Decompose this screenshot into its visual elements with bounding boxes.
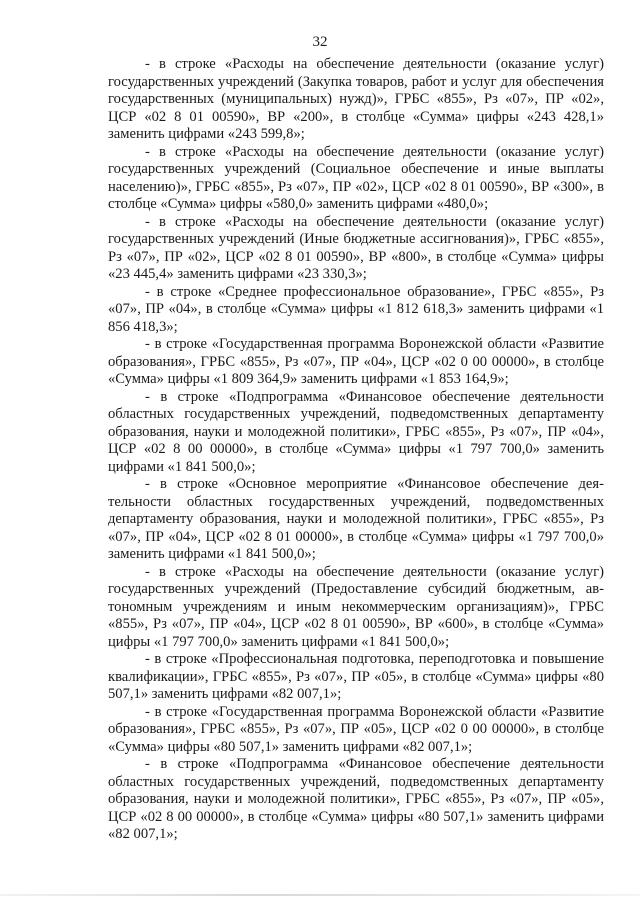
document-body <box>108 56 604 844</box>
amendment-paragraph: - в строке «Государственная программа Воронежской области «Развитие образования», ГРБС «855», Рз «07», ПР «05», ЦСР «02 0 00 00000», в столбце «Сумма» цифры «80 507,1» заменить цифрами «82 007,1»; <box>108 703 604 755</box>
page-number: 32 <box>312 34 328 50</box>
amendment-paragraph: - в строке «Профессиональная подготовка, переподготовка и повышение квалификации», ГРБС «855», Рз «07», ПР «05», в столбце «Сумма» цифры «80 507,1» заменить цифрами «82 007,1»; <box>108 651 604 702</box>
amendment-paragraph: - в строке «Государственная программа Воронежской области «Развитие образования», ГРБС «855», Рз «07», ПР «04», ЦСР «02 0 00 00000», в столбце «Сумма» цифры «1 809 364,9» заменить цифрами «1 853 164,9»; <box>108 336 604 387</box>
amendment-paragraph: - в строке «Расходы на обеспечение деятельности (оказание услуг) государственных учреждений (Иные бюджетные ассигнования)», ГРБС «855», Рз «07», ПР «02», ЦСР «02 8 01 00590», ВР «800», в столбце «Сумма» цифры «23 445,4» заменить цифрами «23 330,3»; <box>108 213 604 282</box>
amendment-paragraph: - в строке «Среднее профессиональное образование», ГРБС «855», Рз «07», ПР «04», в столбце «Сумма» цифры «1 812 618,3» заменить цифрами «1 856 418,3»; <box>108 283 604 335</box>
amendment-paragraph: - в строке «Подпрограмма «Финансовое обеспечение деятельности областных государственных учреждений, подведомственных департаменту образования, науки и молодежной политики», ГРБС «855», Рз «07», ПР «04», ЦСР «02 8 00 00000», в столбце «Сумма» цифры «1 797 700,0» заменить цифрами «1 841 500,0»; <box>108 388 604 475</box>
page-bottom-edge <box>0 894 640 896</box>
amendment-paragraph: - в строке «Расходы на обеспечение деятельности (оказание услуг) государственных учреждений (Закупка товаров, работ и услуг для обеспечения государственных (муниципальных) нужд)», ГРБС «855», Рз «07», ПР «02», ЦСР «02 8 01 00590», ВР «200», в столбце «Сумма» цифры «243 428,1» заменить цифрами «243 599,8»; <box>108 56 604 142</box>
amendment-paragraph: - в строке «Основное мероприятие «Финансовое обеспечение деятельности областных государственных учреждений, подведомственных департаменту образования, науки и молодежной политики», ГРБС «855», Рз «07», ПР «04», ЦСР «02 8 01 00000», в столбце «Сумма» цифры «1 797 700,0» заменить цифрами «1 841 500,0»; <box>108 476 604 562</box>
amendment-paragraph: - в строке «Расходы на обеспечение деятельности (оказание услуг) государственных учреждений (Предоставление субсидий бюджетным, автономным учреждениям и иным некоммерческим организациям)», ГРБС «855», Рз «07», ПР «04», ЦСР «02 8 01 00590», ВР «600», в столбце «Сумма» цифры «1 797 700,0» заменить цифрами «1 841 500,0»; <box>108 563 604 650</box>
amendment-paragraph: - в строке «Расходы на обеспечение деятельности (оказание услуг) государственных учреждений (Социальное обеспечение и иные выплаты населению)», ГРБС «855», Рз «07», ПР «02», ЦСР «02 8 01 00590», ВР «300», в столбце «Сумма» цифры «580,0» заменить цифрами «480,0»; <box>108 143 604 212</box>
amendment-paragraph: - в строке «Подпрограмма «Финансовое обеспечение деятельности областных государственных учреждений, подведомственных департаменту образования, науки и молодежной политики», ГРБС «855», Рз «07», ПР «05», ЦСР «02 8 00 00000», в столбце «Сумма» цифры «80 507,1» заменить цифрами «82 007,1»; <box>108 756 604 842</box>
